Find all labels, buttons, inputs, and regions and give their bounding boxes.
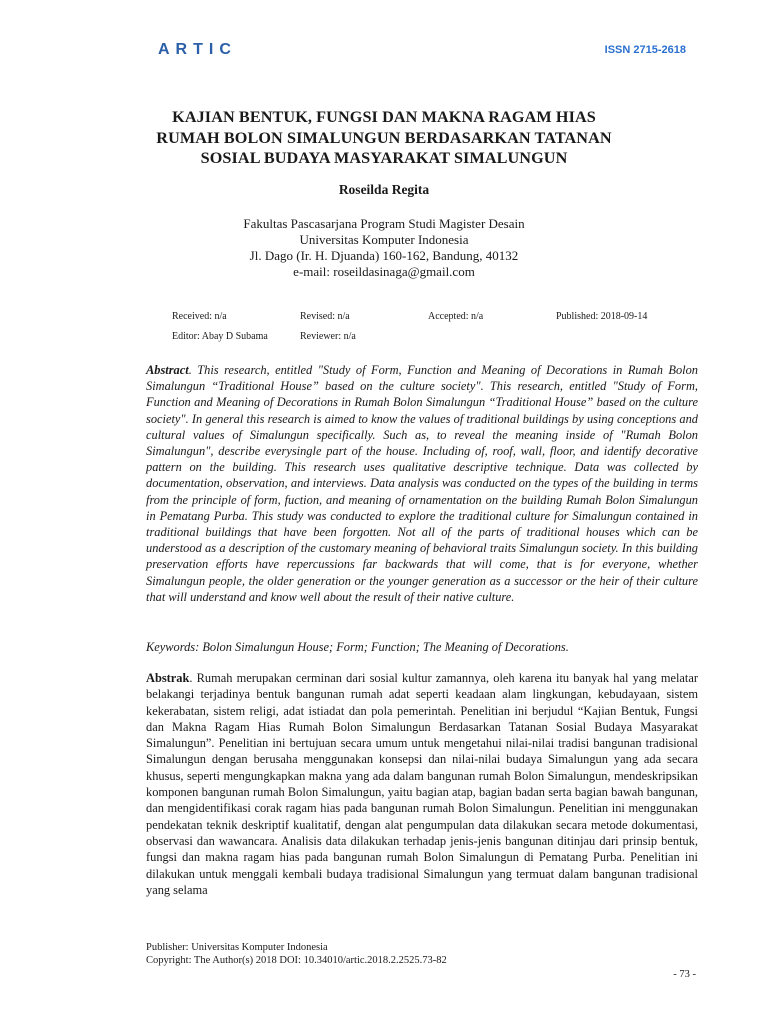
title-line: RUMAH BOLON SIMALUNGUN BERDASARKAN TATANAN bbox=[156, 128, 612, 147]
affiliation-email: e-mail: roseildasinaga@gmail.com bbox=[293, 264, 475, 279]
keywords: Keywords: Bolon Simalungun House; Form; Function; The Meaning of Decorations. bbox=[146, 640, 569, 654]
affiliation-university: Universitas Komputer Indonesia bbox=[299, 232, 469, 247]
affiliation-address: Jl. Dago (Ir. H. Djuanda) 160-162, Bandung, 40132 bbox=[249, 248, 519, 263]
abstrak-heading: Abstrak bbox=[146, 671, 190, 685]
abstract-body: . This research, entitled "Study of Form, Function and Meaning of Decorations in Rumah Bolon Simalungun “Traditional House” based on the culture society". This research, entitled "Study of Form, Function and Meaning of Decorations in Rumah Bolon Simalungun “Traditional House” based on the culture society". In general this research is aimed to know the values of traditional buildings by using conceptions and cultural values of Simalungun specifically. Such as, to reveal the meaning inside of "Rumah Bolon Simalungun", describe everysingle part of the house. Including of, roof, wall, floor, and identify decorative pattern on the building. This research uses qualitative descriptive technique. Data was collected by documentation, observation, and interviews. Data analysis was conducted on the types of the building in terms from the principle of form, fuction, and meaning of ornamentation on the building Rumah Bolon Simalungun in Pematang Purba. This study was conducted to explore the traditional culture for Simalungun contained in traditional buildings that have been forgotten. Not all of the parts of traditional houses which can be understood as a description of the customary meaning of behavioral traits Simalungun society. In this building preservation efforts have repercussions far backwards that will come, that is for everyone, whether Simalungun people, the older generation or the younger generation as a successor or the heir of their culture that will understand and know well about the result of their native culture. bbox=[146, 363, 698, 604]
reviewer: Reviewer: n/a bbox=[300, 331, 356, 342]
page-number: - 73 - bbox=[673, 969, 696, 980]
page-footer bbox=[146, 941, 447, 967]
author-name: Roseilda Regita bbox=[338, 182, 430, 197]
abstract-heading: Abstract bbox=[146, 363, 189, 377]
publisher: Publisher: Universitas Komputer Indonesia bbox=[146, 942, 328, 953]
revised-date: Revised: n/a bbox=[300, 311, 350, 322]
title-line: SOSIAL BUDAYA MASYARAKAT SIMALUNGUN bbox=[200, 149, 568, 167]
copyright-doi: Copyright: The Author(s) 2018 DOI: 10.34010/artic.2018.2.2525.73-82 bbox=[146, 955, 447, 966]
abstrak-body: . Rumah merupakan cerminan dari sosial kultur zamannya, oleh karena itu banyak hal yang melatar belakangi terjadinya bentuk bangunan rumah adat seperti keadaan alam lingkungan, kebudayaan, sistem kekerabatan, sistem religi, adat istiadat dan pola pemerintah. Penelitian ini berjudul “Kajian Bentuk, Fungsi dan Makna Ragam Hias Rumah Bolon Simalungun Berdasarkan Tatanan Sosial Budaya Masyarakat Simalungun”. Penelitian ini bertujuan secara umum untuk mengetahui nilai-nilai tradisi bangunan tradisional Simalungun dengan berusaha menggunakan konsepsi dan nilai-nilai budaya Simalungun yang ada secara khusus, seperti mengungkapkan makna yang ada dalam bangunan rumah Bolon Simalungun, mendeskripsikan komponen bangunan rumah Bolon Simalungun, yaitu bagian atap, bagian badan serta bagian bawah bangunan, dan mengidentifikasi corak ragam hias pada bangunan rumah Bolon Simalungun. Penelitian ini menggunakan pendekatan teknik deskriptif kualitatif, dengan alat pengumpulan data dilakukan secara metode dokumentasi, observasi dan wawancara. Analisis data dilakukan terhadap jenis-jenis bangunan ditinjau dari prinsip bentuk, fungsi dan makna ragam hias pada bangunan rumah Bolon Simalungun di Pematang Purba. Penelitian ini dilakukan untuk menggali kembali budaya tradisional Simalungun yang termuat dalam bangunan tradisional yang selama bbox=[146, 671, 698, 897]
published-date: Published: 2018-09-14 bbox=[556, 311, 648, 322]
abstract-indonesian bbox=[146, 670, 698, 898]
issn: ISSN 2715-2618 bbox=[604, 44, 686, 56]
title-line: KAJIAN BENTUK, FUNGSI DAN MAKNA RAGAM HIAS bbox=[172, 108, 596, 126]
paper-title bbox=[100, 107, 668, 169]
affiliation-faculty: Fakultas Pascasarjana Program Studi Magister Desain bbox=[243, 216, 525, 231]
received-date: Received: n/a bbox=[172, 311, 227, 322]
affiliation bbox=[0, 216, 768, 280]
accepted-date: Accepted: n/a bbox=[428, 311, 484, 322]
journal-logo: ARTIC bbox=[158, 41, 237, 58]
editor: Editor: Abay D Subama bbox=[172, 331, 268, 342]
abstract-english bbox=[146, 362, 698, 605]
